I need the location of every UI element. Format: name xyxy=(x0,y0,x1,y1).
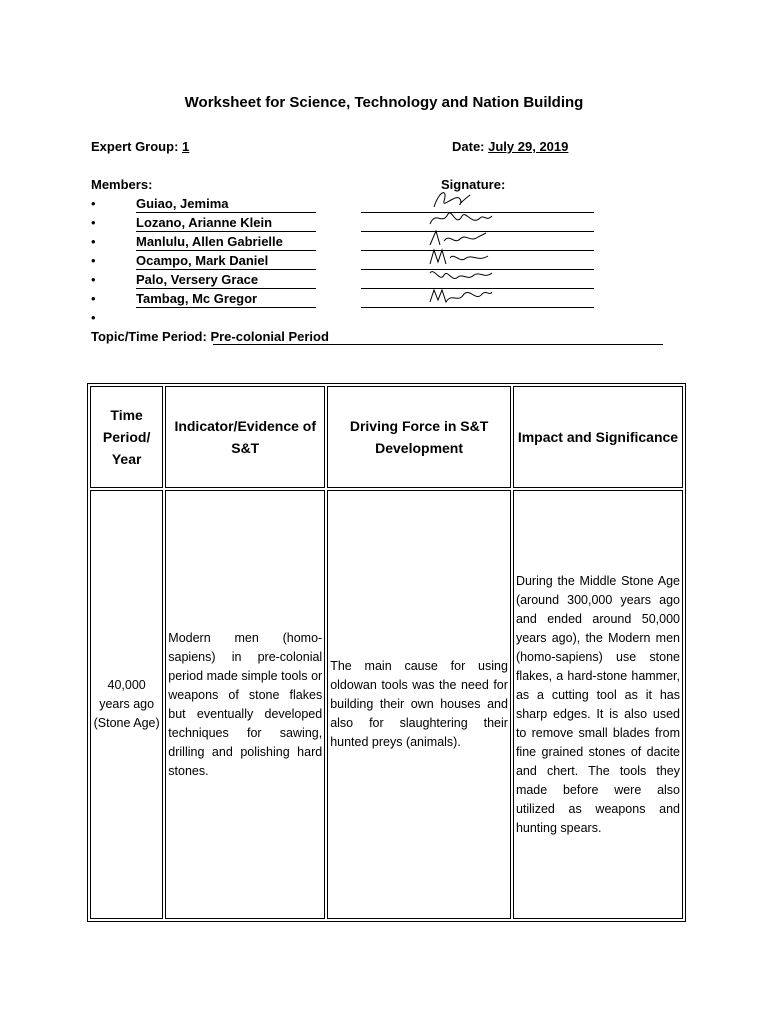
member-name: Lozano, Arianne Klein xyxy=(136,214,316,232)
header-indicator: Indicator/Evidence of S&T xyxy=(165,386,325,488)
topic-underline xyxy=(213,344,663,345)
cell-time-period: 40,000 years ago (Stone Age) xyxy=(90,490,163,919)
member-row xyxy=(91,252,611,271)
member-name: Guiao, Jemima xyxy=(136,195,316,213)
expert-group-label: Expert Group: xyxy=(91,139,179,154)
topic-label: Topic/Time Period: xyxy=(91,329,207,344)
topic-field xyxy=(91,329,663,344)
member-row xyxy=(91,309,611,328)
table-row xyxy=(90,490,683,919)
member-name: Tambag, Mc Gregor xyxy=(136,290,316,308)
cell-driving-force: The main cause for using oldowan tools was the need for building their own houses and also for slaughtering their hunted preys (animals). xyxy=(327,490,511,919)
date-label: Date: xyxy=(452,139,485,154)
sti-table xyxy=(87,383,686,922)
bullet-icon: • xyxy=(91,196,96,211)
signature-image xyxy=(426,282,496,308)
member-row xyxy=(91,233,611,252)
member-row xyxy=(91,271,611,290)
expert-group-field xyxy=(91,139,189,154)
bullet-icon: • xyxy=(91,253,96,268)
expert-group-value: 1 xyxy=(182,139,190,154)
member-row xyxy=(91,290,611,309)
bullet-icon: • xyxy=(91,215,96,230)
bullet-icon: • xyxy=(91,310,96,325)
cell-indicator: Modern men (homo-sapiens) in pre-colonial period made simple tools or weapons of stone flakes but eventually developed techniques for sawing, drilling and polishing hard stones. xyxy=(165,490,325,919)
date-value: July 29, 2019 xyxy=(488,139,569,154)
member-row xyxy=(91,195,611,214)
bullet-icon: • xyxy=(91,291,96,306)
worksheet-title: Worksheet for Science, Technology and Nation Building xyxy=(184,94,584,111)
member-name: Manlulu, Allen Gabrielle xyxy=(136,233,316,251)
topic-value: Pre-colonial Period xyxy=(210,329,329,344)
signature-label: Signature: xyxy=(441,177,506,192)
member-name: Palo, Versery Grace xyxy=(136,271,316,289)
cell-impact: During the Middle Stone Age (around 300,000 years ago and ended around 50,000 years ago), the Modern men (homo-sapiens) use stone flakes, a hard-stone hammer, as a cutting tool as it has sharp edges. It is also used to remove small blades from fine grained stones of dacite and chert. The tools they made before were also utilized as weapons and hunting spears. xyxy=(513,490,683,919)
header-impact: Impact and Significance xyxy=(513,386,683,488)
bullet-icon: • xyxy=(91,234,96,249)
header-driving-force: Driving Force in S&T Development xyxy=(327,386,511,488)
table-header-row xyxy=(90,386,683,488)
date-field xyxy=(452,139,568,154)
header-time-period: Time Period/ Year xyxy=(90,386,163,488)
members-label: Members: xyxy=(91,177,153,192)
bullet-icon: • xyxy=(91,272,96,287)
member-name: Ocampo, Mark Daniel xyxy=(136,252,316,270)
member-row xyxy=(91,214,611,233)
